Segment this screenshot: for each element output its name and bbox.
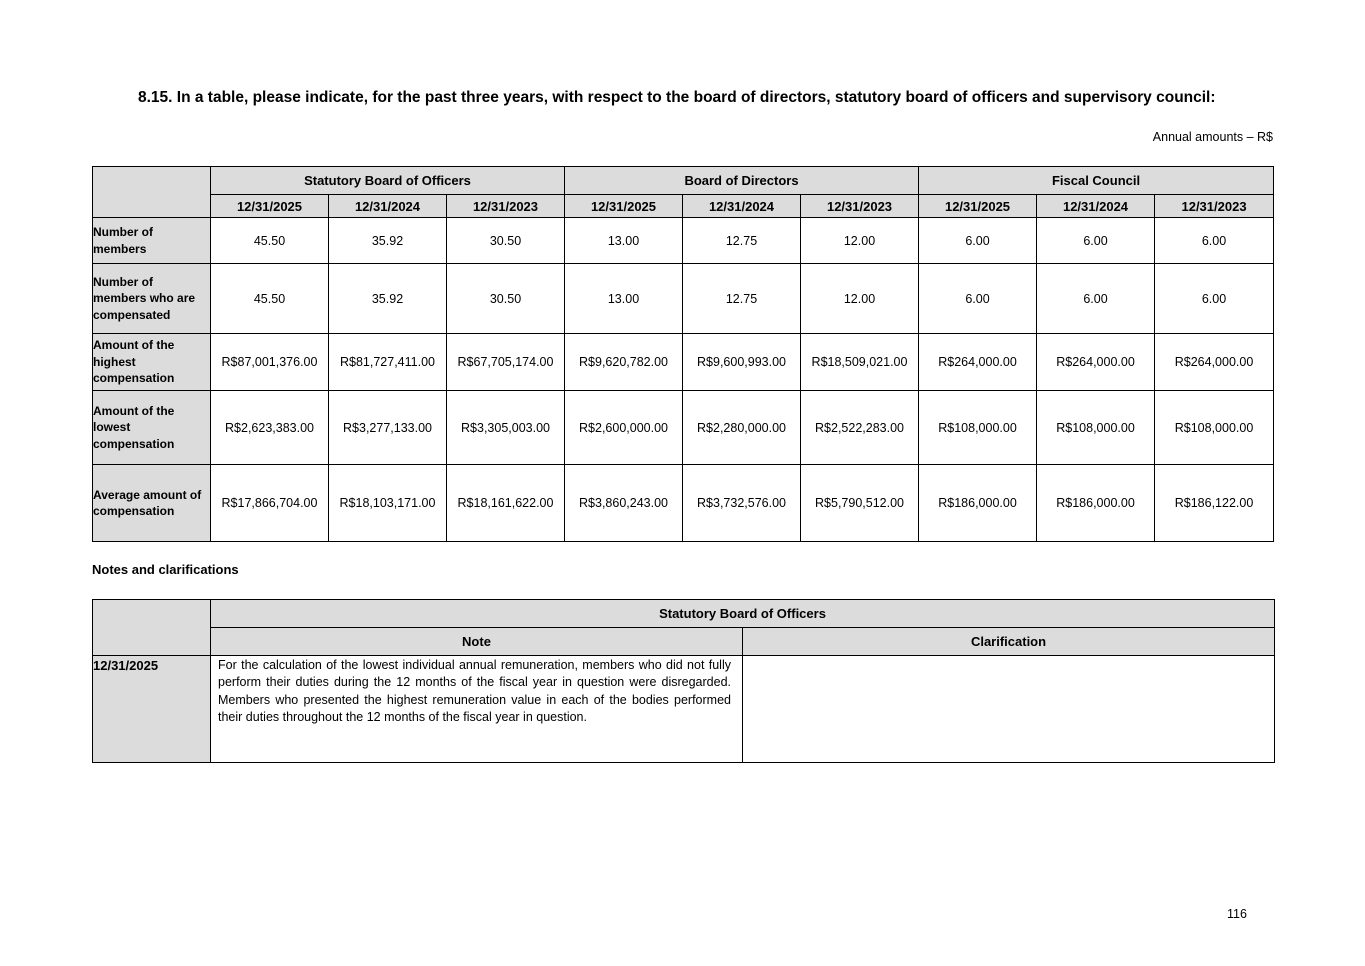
notes-title: Notes and clarifications xyxy=(92,562,239,577)
table-cell: 12.75 xyxy=(683,218,801,264)
table-cell: R$264,000.00 xyxy=(919,334,1037,391)
table-cell: 6.00 xyxy=(1037,264,1155,334)
table-cell: R$3,732,576.00 xyxy=(683,465,801,542)
table-cell: R$17,866,704.00 xyxy=(211,465,329,542)
table-cell: R$81,727,411.00 xyxy=(329,334,447,391)
table-cell: 35.92 xyxy=(329,264,447,334)
table-row-members-compensated xyxy=(93,264,1274,334)
table-cell: R$18,103,171.00 xyxy=(329,465,447,542)
table-cell: 6.00 xyxy=(919,218,1037,264)
table-cell: R$3,277,133.00 xyxy=(329,391,447,465)
table-cell: R$264,000.00 xyxy=(1155,334,1274,391)
table-cell: 6.00 xyxy=(1155,218,1274,264)
group-header-board-of-directors: Board of Directors xyxy=(565,167,919,195)
table-cell: 13.00 xyxy=(565,264,683,334)
table-cell: R$9,620,782.00 xyxy=(565,334,683,391)
table-cell: R$186,122.00 xyxy=(1155,465,1274,542)
notes-table xyxy=(92,599,1275,763)
table-cell: R$2,600,000.00 xyxy=(565,391,683,465)
notes-group-header: Statutory Board of Officers xyxy=(211,600,1275,628)
table-cell: R$87,001,376.00 xyxy=(211,334,329,391)
table-row-highest-compensation xyxy=(93,334,1274,391)
table-cell: R$67,705,174.00 xyxy=(447,334,565,391)
table-cell: R$108,000.00 xyxy=(919,391,1037,465)
date-header: 12/31/2024 xyxy=(329,195,447,218)
table-cell: R$186,000.00 xyxy=(919,465,1037,542)
row-label: Amount of the lowest compensation xyxy=(93,391,211,465)
date-header: 12/31/2024 xyxy=(683,195,801,218)
table-cell: R$5,790,512.00 xyxy=(801,465,919,542)
date-header: 12/31/2025 xyxy=(565,195,683,218)
group-header-statutory-board: Statutory Board of Officers xyxy=(211,167,565,195)
table-cell: 35.92 xyxy=(329,218,447,264)
table-cell: R$3,305,003.00 xyxy=(447,391,565,465)
row-label: Number of members xyxy=(93,218,211,264)
table-cell: 6.00 xyxy=(1037,218,1155,264)
compensation-table xyxy=(92,166,1274,542)
group-header-row xyxy=(93,167,1274,195)
notes-header-row xyxy=(93,628,1275,656)
section-heading: 8.15. In a table, please indicate, for the past three years, with respect to the board of directors, statutory board of officers and supervisory council: xyxy=(138,89,1216,106)
row-label: Number of members who are compensated xyxy=(93,264,211,334)
note-column-header: Note xyxy=(211,628,743,656)
table-cell: 6.00 xyxy=(1155,264,1274,334)
table-row-average-compensation xyxy=(93,465,1274,542)
table-cell: 13.00 xyxy=(565,218,683,264)
table-cell: 45.50 xyxy=(211,264,329,334)
table-cell: R$18,161,622.00 xyxy=(447,465,565,542)
table-cell: 30.50 xyxy=(447,218,565,264)
table-cell: R$186,000.00 xyxy=(1037,465,1155,542)
date-header-row xyxy=(93,195,1274,218)
corner-cell xyxy=(93,167,211,218)
table-cell: 30.50 xyxy=(447,264,565,334)
clarification-text xyxy=(743,656,1275,763)
table-cell: R$2,522,283.00 xyxy=(801,391,919,465)
table-cell: R$108,000.00 xyxy=(1037,391,1155,465)
table-cell: R$3,860,243.00 xyxy=(565,465,683,542)
table-cell: R$108,000.00 xyxy=(1155,391,1274,465)
date-header: 12/31/2023 xyxy=(801,195,919,218)
clarification-column-header: Clarification xyxy=(743,628,1275,656)
table-cell: 12.00 xyxy=(801,218,919,264)
notes-corner-cell xyxy=(93,600,211,656)
table-cell: 45.50 xyxy=(211,218,329,264)
date-header: 12/31/2023 xyxy=(1155,195,1274,218)
table-cell: R$9,600,993.00 xyxy=(683,334,801,391)
row-label: Amount of the highest compensation xyxy=(93,334,211,391)
group-header-fiscal-council: Fiscal Council xyxy=(919,167,1274,195)
table-row-number-of-members xyxy=(93,218,1274,264)
date-header: 12/31/2025 xyxy=(919,195,1037,218)
table-cell: 12.00 xyxy=(801,264,919,334)
date-header: 12/31/2024 xyxy=(1037,195,1155,218)
date-header: 12/31/2023 xyxy=(447,195,565,218)
table-cell: 6.00 xyxy=(919,264,1037,334)
page-number: 116 xyxy=(1227,907,1247,921)
table-cell: 12.75 xyxy=(683,264,801,334)
notes-row xyxy=(93,656,1275,763)
units-label: Annual amounts – R$ xyxy=(1152,130,1273,144)
table-cell: R$2,623,383.00 xyxy=(211,391,329,465)
table-cell: R$264,000.00 xyxy=(1037,334,1155,391)
table-row-lowest-compensation xyxy=(93,391,1274,465)
notes-date: 12/31/2025 xyxy=(93,656,211,763)
note-text: For the calculation of the lowest individual annual remuneration, members who did not fully perform their duties during the 12 months of the fiscal year in question were disregarded. Members who presented the highest remuneration value in each of the bodies performed their duties throughout the 12 months of the fiscal year in question. xyxy=(211,656,743,763)
table-cell: R$18,509,021.00 xyxy=(801,334,919,391)
table-cell: R$2,280,000.00 xyxy=(683,391,801,465)
row-label: Average amount of compensation xyxy=(93,465,211,542)
notes-group-row xyxy=(93,600,1275,628)
date-header: 12/31/2025 xyxy=(211,195,329,218)
